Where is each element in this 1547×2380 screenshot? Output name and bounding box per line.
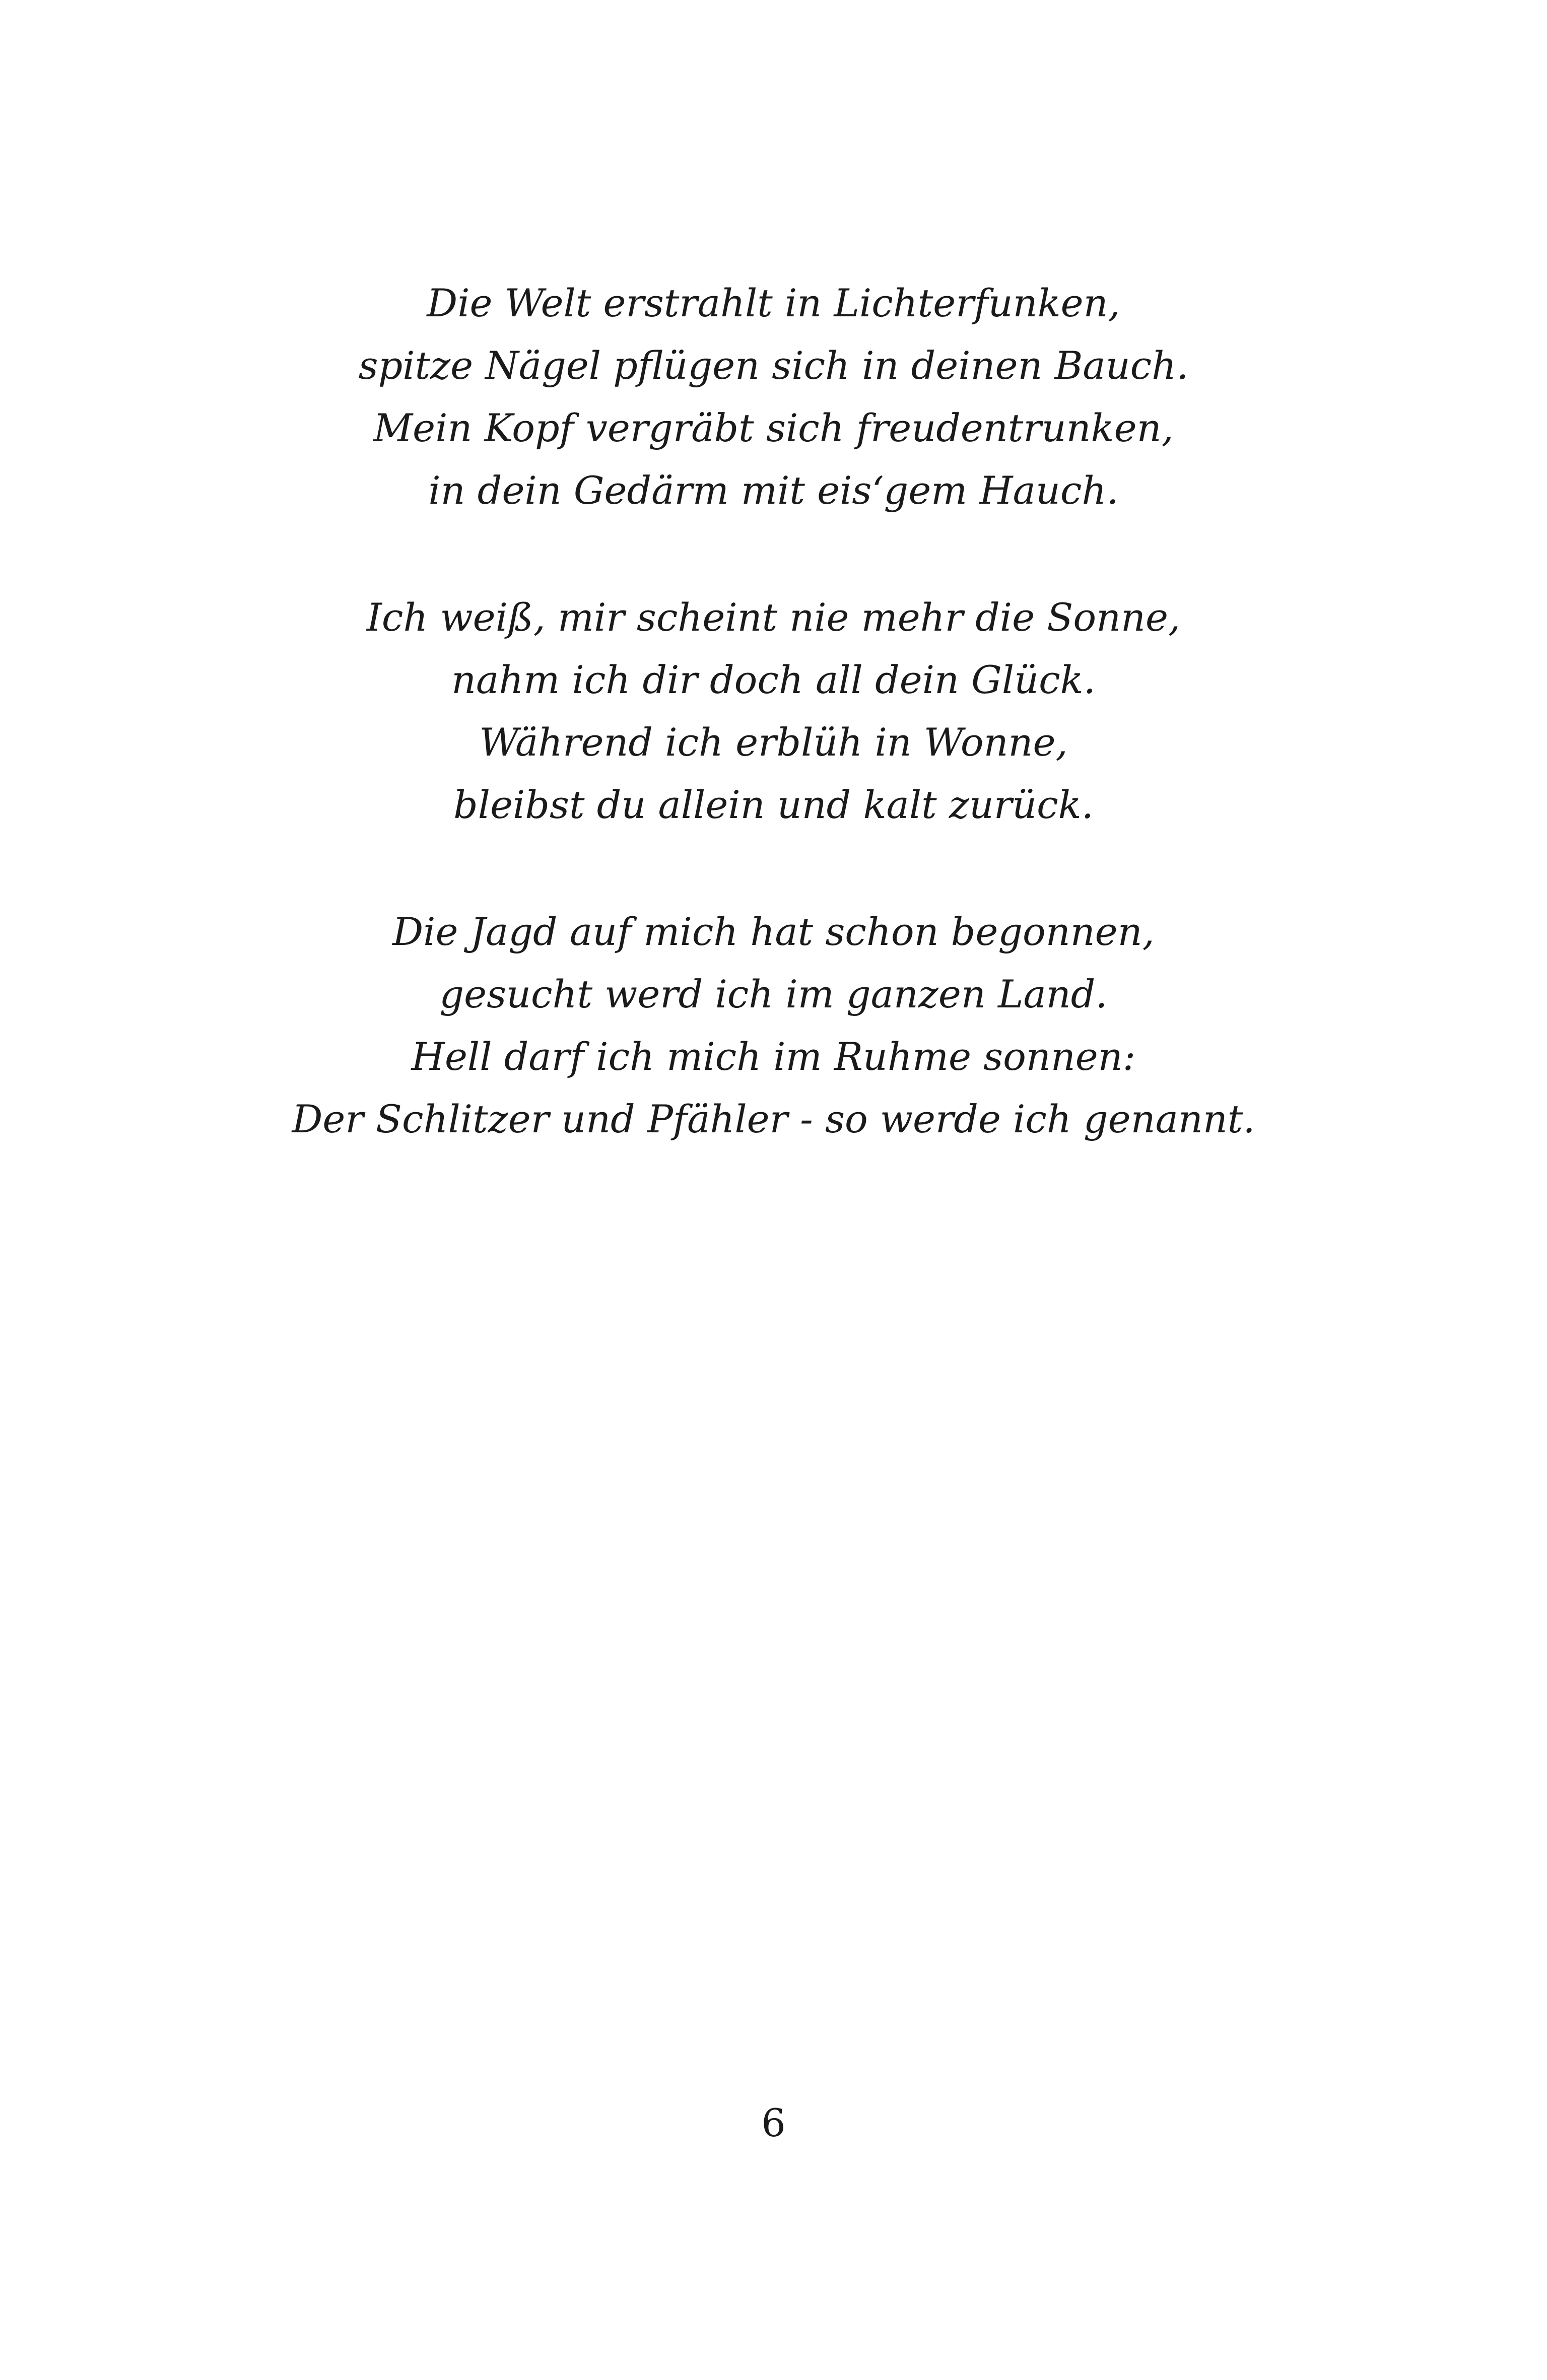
poem-line: Hell darf ich mich im Ruhme sonnen: — [411, 1034, 1136, 1079]
poem-line: bleibst du allein und kalt zurück. — [453, 782, 1094, 827]
poem-line: Während ich erblüh in Wonne, — [479, 720, 1068, 765]
page-number: 6 — [761, 2100, 786, 2145]
poem-line: gesucht werd ich im ganzen Land. — [439, 972, 1108, 1016]
poem-line: Die Jagd auf mich hat schon begonnen, — [392, 909, 1155, 954]
stanza-2 — [0, 586, 1547, 836]
poem-line: Die Welt erstrahlt in Lichterfunken, — [427, 281, 1120, 325]
stanza-3 — [0, 901, 1547, 1150]
poem-line: Der Schlitzer und Pfähler - so werde ich genannt. — [292, 1097, 1255, 1141]
poem-line: Mein Kopf vergräbt sich freudentrunken, — [373, 405, 1174, 450]
poem-line: in dein Gedärm mit eis‘gem Hauch. — [428, 468, 1119, 513]
poem — [0, 272, 1547, 1215]
poem-line: Ich weiß, mir scheint nie mehr die Sonne, — [366, 595, 1181, 640]
stanza-1 — [0, 272, 1547, 522]
poem-line: spitze Nägel pflügen sich in deinen Bauch. — [358, 343, 1189, 388]
poem-line: nahm ich dir doch all dein Glück. — [451, 657, 1096, 702]
